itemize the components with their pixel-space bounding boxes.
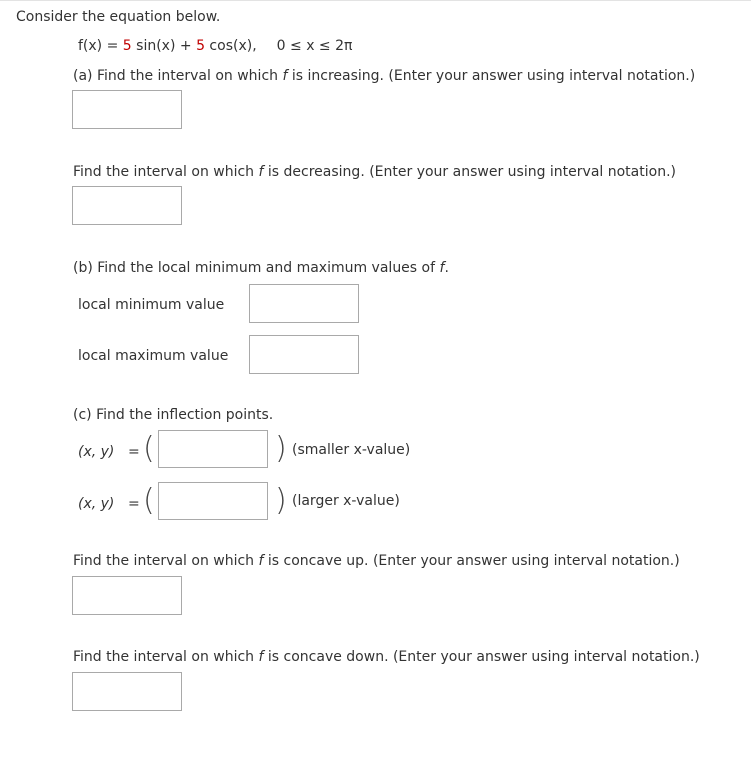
concave-up-prefix: Find the interval on which (73, 553, 259, 569)
open-paren-1: ( (143, 431, 155, 466)
xy-text-2: (x, y) (78, 496, 115, 512)
decreasing-f: f (258, 164, 264, 180)
decreasing-interval-input[interactable] (72, 186, 182, 225)
local-extrema-question (73, 260, 449, 276)
close-paren-1: ) (275, 431, 287, 466)
concave-up-input[interactable] (72, 576, 182, 615)
local-minimum-input[interactable] (249, 284, 359, 323)
intro-text: Consider the equation below. (16, 9, 221, 25)
inflection-question: (c) Find the inflection points. (73, 407, 274, 423)
local-maximum-input[interactable] (249, 335, 359, 374)
xy-text-1: (x, y) (78, 444, 115, 460)
local-maximum-label: local maximum value (78, 348, 229, 364)
equals-1: = (128, 444, 140, 460)
close-paren-2: ) (275, 483, 287, 518)
concave-up-suffix: is concave up. (Enter your answer using interval notation.) (263, 553, 680, 569)
concave-down-input[interactable] (72, 672, 182, 711)
smaller-x-label: (smaller x-value) (292, 442, 411, 458)
concave-down-question (73, 649, 700, 665)
increasing-suffix: is increasing. (Enter your answer using interval notation.) (287, 68, 696, 84)
equation-coef1: 5 (122, 38, 132, 54)
extrema-f: f (439, 260, 445, 276)
concave-up-f: f (258, 553, 264, 569)
concave-down-suffix: is concave down. (Enter your answer using interval notation.) (263, 649, 700, 665)
equation-domain: 0 ≤ x ≤ 2π (276, 38, 353, 54)
decreasing-suffix: is decreasing. (Enter your answer using interval notation.) (263, 164, 676, 180)
open-paren-2: ( (143, 483, 155, 518)
equation-coef2: 5 (196, 38, 205, 54)
increasing-interval-input[interactable] (72, 90, 182, 129)
inflection-point-2-input[interactable] (158, 482, 268, 520)
increasing-prefix: (a) Find the interval on which (73, 68, 283, 84)
xy-label-2 (78, 496, 114, 512)
equals-2: = (128, 496, 140, 512)
concave-down-prefix: Find the interval on which (73, 649, 259, 665)
top-divider (0, 0, 751, 1)
larger-x-label: (larger x-value) (292, 493, 400, 509)
equation-term2: cos(x), (204, 38, 257, 54)
concave-down-f: f (258, 649, 264, 665)
increasing-question (73, 68, 695, 84)
local-minimum-label: local minimum value (78, 297, 225, 313)
equation-term1: sin(x) + (131, 38, 197, 54)
equation-lhs: f(x) = (78, 38, 123, 54)
inflection-point-1-input[interactable] (158, 430, 268, 468)
xy-label-1 (78, 444, 114, 460)
equation (78, 38, 352, 54)
increasing-f: f (282, 68, 288, 84)
extrema-suffix: . (444, 260, 449, 276)
decreasing-prefix: Find the interval on which (73, 164, 259, 180)
decreasing-question (73, 164, 676, 180)
extrema-prefix: (b) Find the local minimum and maximum values of (73, 260, 440, 276)
concave-up-question (73, 553, 680, 569)
